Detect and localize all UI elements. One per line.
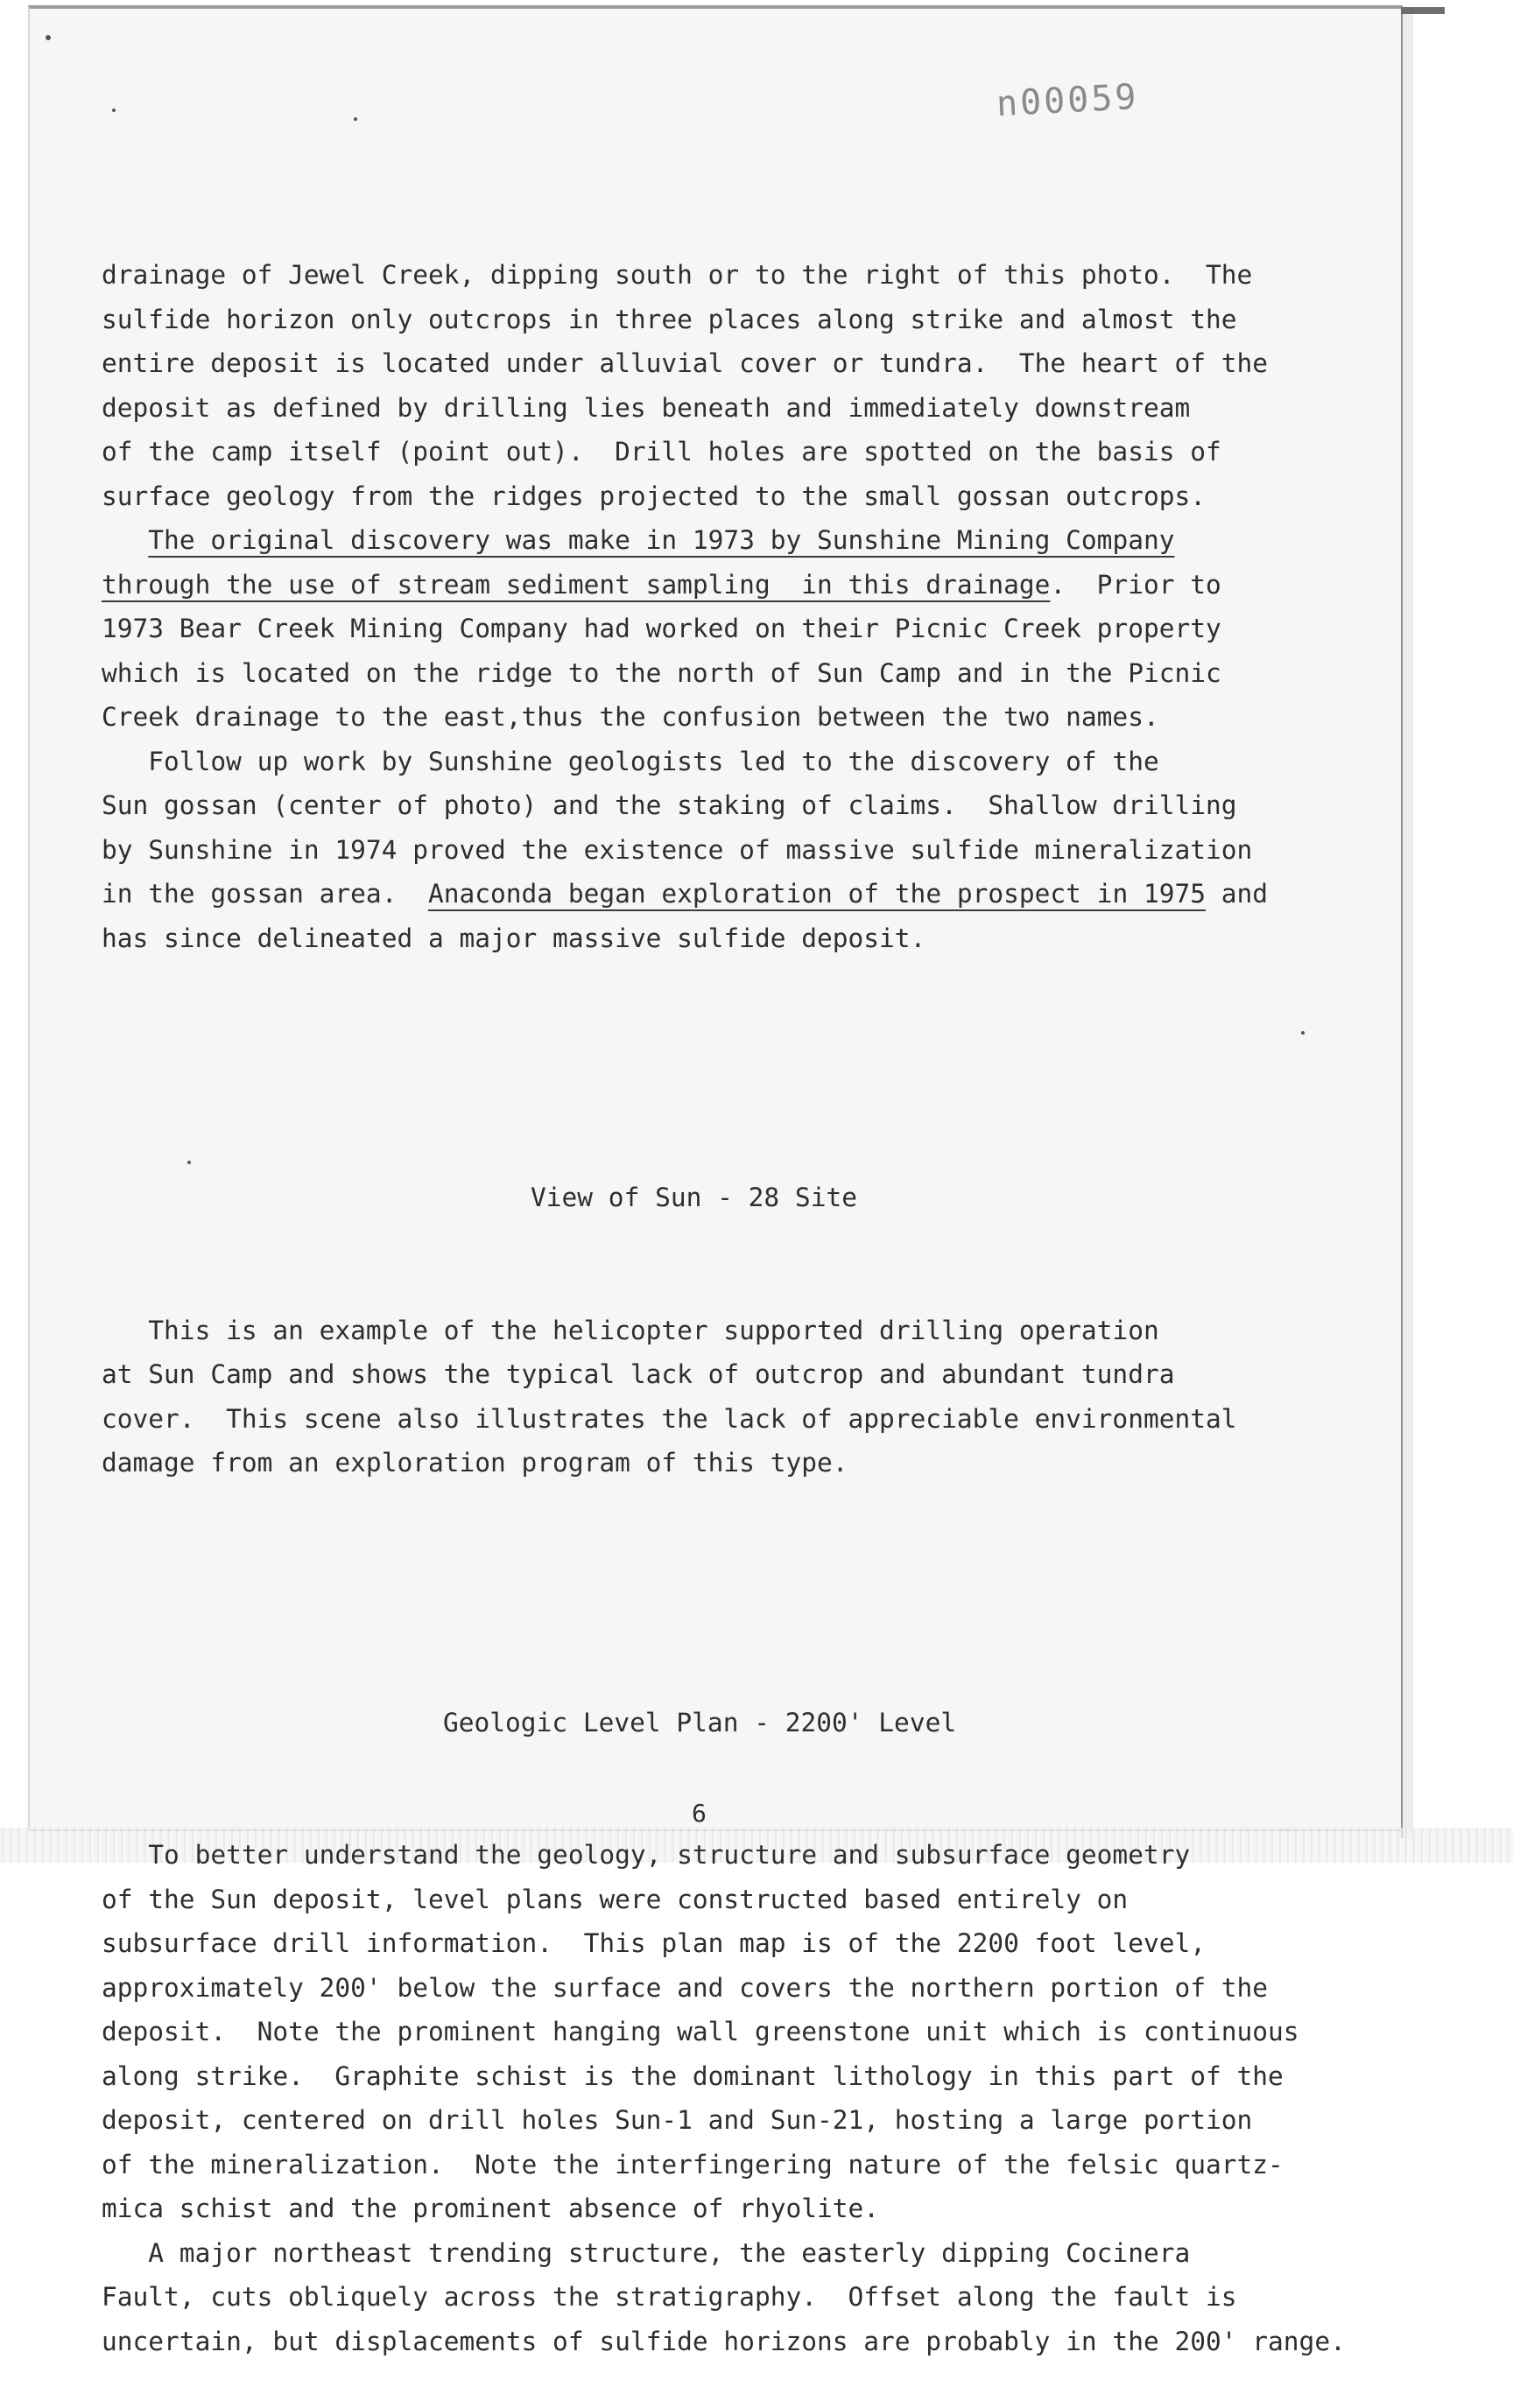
text-line: along strike. Graphite schist is the dominant lithology in this part of the [102,2060,1284,2091]
page-edge-shadow [1401,9,1413,1838]
section-heading-view: View of Sun - 28 Site [531,1183,857,1212]
text-line: has since delineated a major massive sulfide deposit. [102,923,926,953]
spacer [102,1574,1310,1612]
text-line: surface geology from the ridges projected to the small gossan outcrops. [102,481,1206,511]
underlined-text: through the use of stream sediment sampling in this drainage [102,569,1051,600]
scan-speck [112,109,116,112]
page-number: 6 [692,1799,707,1828]
text-line: sulfide horizon only outcrops in three places along strike and almost the [102,304,1237,334]
underlined-text: The original discovery was make in 1973 by Sunshine Mining Company [148,525,1175,555]
text-line: deposit, centered on drill holes Sun-1 and Sun-21, hosting a large portion [102,2105,1253,2135]
text-line: A major northeast trending structure, the easterly dipping Cocinera [102,2237,1191,2268]
section-heading-level-plan: Geologic Level Plan - 2200' Level [443,1707,957,1738]
text-line: This is an example of the helicopter supported drilling operation [102,1315,1159,1345]
text-line: Creek drainage to the east,thus the confusion between the two names. [102,702,1159,732]
text-line: deposit as defined by drilling lies beneath and immediately downstream [102,392,1191,423]
document-id-stamp: n00059 [995,76,1140,125]
paragraph-block-view [102,1309,1310,1485]
text-line: Follow up work by Sunshine geologists led to the discovery of the [102,746,1159,776]
text-line: at Sun Camp and shows the typical lack of outcrop and abundant tundra [102,1359,1175,1389]
text-line: damage from an exploration program of this type. [102,1448,848,1478]
text-line: entire deposit is located under alluvial cover or tundra. The heart of the [102,348,1269,378]
corner-mark [1401,7,1445,14]
text-line: mica schist and the prominent absence of rhyolite. [102,2194,880,2223]
text-line: of the Sun deposit, level plans were constructed based entirely on [102,1884,1129,1914]
paragraph-block-intro [102,253,1310,960]
text-line: Fault, cuts obliquely across the stratigraphy. Offset along the fault is [102,2282,1237,2312]
body-text [102,165,1346,2408]
text-line: of the camp itself (point out). Drill holes are spotted on the basis of [102,437,1221,467]
text-line: drainage of Jewel Creek, dipping south or to the right of this photo. The [102,260,1253,290]
text-line: approximately 200' below the surface and covers the northern portion of the [102,1972,1269,2003]
text-line: To better understand the geology, structure and subsurface geometry [102,1840,1191,1870]
text-line: deposit. Note the prominent hanging wall greenstone unit which is continuous [102,2017,1299,2046]
scan-speck [354,117,357,121]
text-line: uncertain, but displacements of sulfide horizons are probably in the 200' range. [102,2326,1346,2356]
text-line: subsurface drill information. This plan map is of the 2200 foot level, [102,1928,1206,1958]
scan-speck [46,35,51,40]
text-line: Sun gossan (center of photo) and the staking of claims. Shallow drilling [102,790,1237,820]
text-line: through the use of stream sediment sampling in this drainage. Prior to [102,569,1221,600]
underlined-text: Anaconda began exploration of the prospect in 1975 [427,879,1207,909]
text-line: in the gossan area. Anaconda began exploration of the prospect in 1975 and [102,879,1269,909]
text-line: 1973 Bear Creek Mining Company had worked on their Picnic Creek property [102,614,1221,643]
text-line: cover. This scene also illustrates the lack of appreciable environmental [102,1403,1237,1434]
text-line: by Sunshine in 1974 proved the existence of massive sulfide mineralization [102,834,1253,865]
text-line: of the mineralization. Note the interfingering nature of the felsic quartz- [102,2149,1284,2180]
paragraph-block-level-plan [102,1833,1346,2363]
text-line: which is located on the ridge to the north of Sun Camp and in the Picnic [102,657,1221,688]
spacer [102,1049,1310,1087]
text-line [102,518,1310,563]
